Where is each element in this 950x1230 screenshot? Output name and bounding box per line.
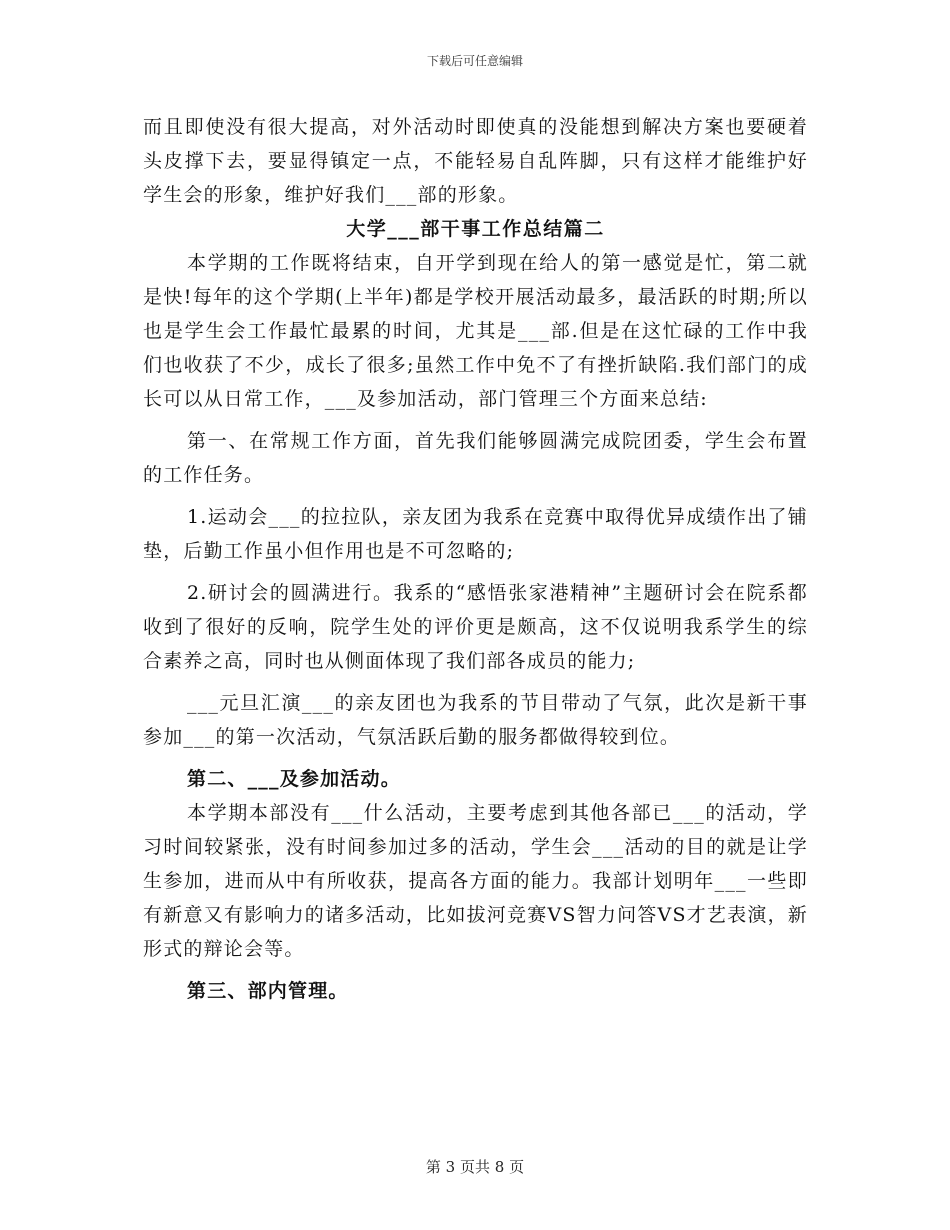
page-header: 下载后可任意编辑 <box>426 54 523 68</box>
paragraph-item-1: 1.运动会___的拉拉队，亲友团为我系在竞赛中取得优异成绩作出了铺垫，后勤工作虽小但作用也是不可忽略的; <box>143 506 808 562</box>
document-body <box>143 110 808 1008</box>
paragraph-continuation: 而且即使没有很大提高，对外活动时即使真的没能想到解决方案也要硬着头皮撑下去，要显得镇定一点，不能轻易自乱阵脚，只有这样才能维护好学生会的形象，维护好我们___部的形象。 <box>143 116 808 206</box>
subheading-third: 第三、部内管理。 <box>187 980 349 1002</box>
paragraph-first-point: 第一、在常规工作方面，首先我们能够圆满完成院团委，学生会布置的工作任务。 <box>143 430 808 486</box>
paragraph-second-body: 本学期本部没有___什么活动，主要考虑到其他各部已___的活动，学习时间较紧张，没有时间参加过多的活动，学生会___活动的目的就是让学生参加，进而从中有所收获，提高各方面的能力。我部计划明年___一些即有新意又有影响力的诸多活动，比如拔河竞赛VS智力问答VS才艺表演，新形式的辩论会等。 <box>143 802 808 960</box>
paragraph-intro: 本学期的工作既将结束，自开学到现在给人的第一感觉是忙，第二就是快!每年的这个学期(上半年)都是学校开展活动最多，最活跃的时期;所以也是学生会工作最忙最累的时间，尤其是___部.但是在这忙碌的工作中我们也收获了不少，成长了很多;虽然工作中免不了有挫折缺陷.我们部门的成长可以从日常工作，___及参加活动，部门管理三个方面来总结: <box>143 252 808 410</box>
subheading-second: 第二、___及参加活动。 <box>187 768 401 790</box>
paragraph-item-3: ___元旦汇演___的亲友团也为我系的节目带动了气氛，此次是新干事参加___的第一次活动，气氛活跃后勤的服务都做得较到位。 <box>143 692 808 748</box>
section-title: 大学___部干事工作总结篇二 <box>346 218 605 240</box>
page-footer: 第 3 页共 8 页 <box>425 1158 525 1176</box>
paragraph-item-2: 2.研讨会的圆满进行。我系的“感悟张家港精神”主题研讨会在院系都收到了很好的反响，院学生处的评价更是颇高，这不仅说明我系学生的综合素养之高，同时也从侧面体现了我们部各成员的能力; <box>143 582 808 672</box>
